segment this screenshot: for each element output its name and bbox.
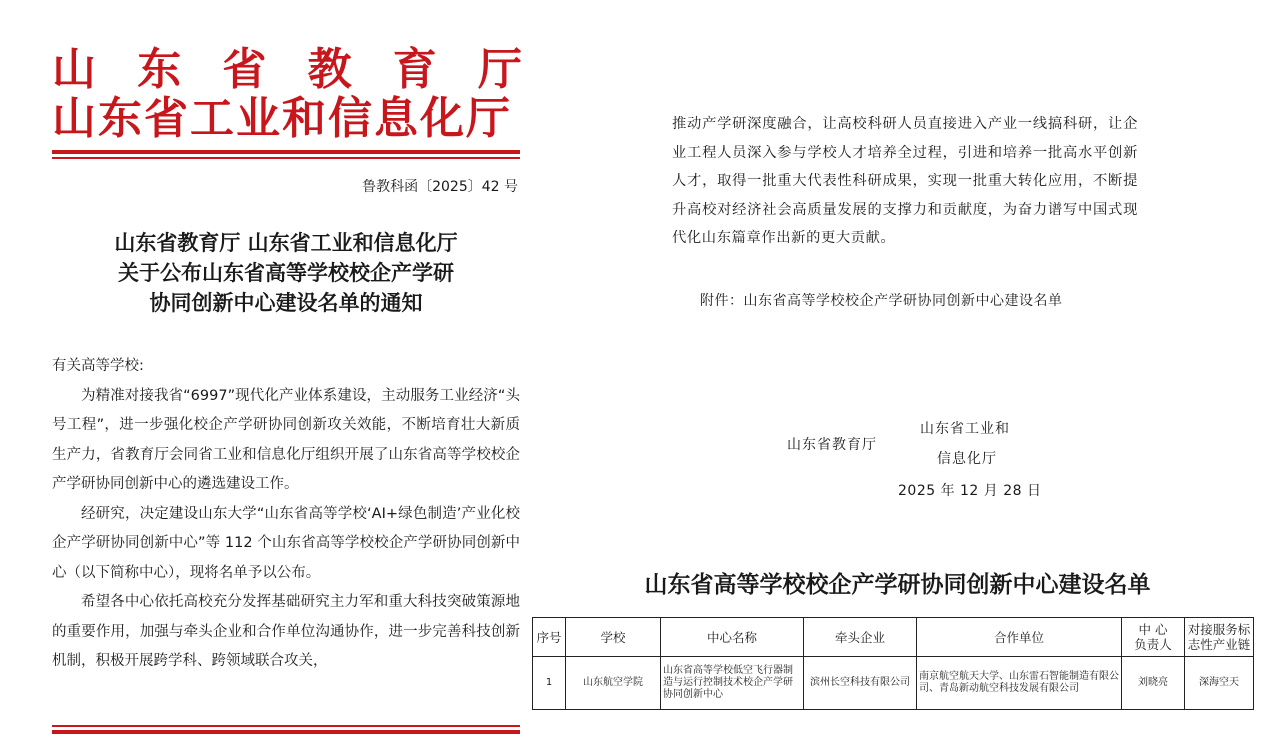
table-row — [533, 657, 1254, 710]
cell-center-name: 山东省高等学校低空飞行器制造与运行控制技术校企产学研协同创新中心 — [661, 657, 804, 710]
table-header-row — [533, 618, 1254, 657]
document-number: 鲁教科函〔2025〕42 号 — [362, 179, 518, 195]
center-list-table — [532, 617, 1254, 710]
header-char: 育 — [392, 44, 437, 95]
header-char: 省 — [222, 44, 267, 95]
notice-title-line2: 关于公布山东省高等学校校企产学研 — [118, 260, 454, 285]
footer-divider-thick — [52, 730, 520, 734]
col-header-owner — [1122, 618, 1185, 657]
chain-header-line1: 对接服务标 — [1187, 622, 1251, 637]
body-paragraph: 希望各中心依托高校充分发挥基础研究主力军和重大科技突破策源地的重要作用，加强与牵头企业和合作单位沟通协作，进一步完善科技创新机制，积极开展跨学科、跨领域联合攻关， — [52, 594, 520, 669]
signature-date: 2025 年 12 月 28 日 — [898, 483, 1042, 499]
header-divider-thick — [52, 150, 520, 154]
header-divider-thin — [52, 157, 520, 159]
cell-lead-company: 滨州长空科技有限公司 — [804, 657, 917, 710]
issuer-header-line2: 山东省工业和信息化厅 — [52, 93, 512, 144]
header-char: 教 — [307, 44, 352, 95]
cell-school: 山东航空学院 — [566, 657, 661, 710]
body-paragraph: 经研究，决定建设山东大学“山东省高等学校‘AI+绿色制造’产业化校企产学研协同创新中心”等 112 个山东省高等学校校企产学研协同创新中心（以下简称中心），现将名单予以公布。 — [52, 505, 520, 581]
signature-org2-line1: 山东省工业和 — [920, 421, 1010, 437]
body-continuation: 推动产学研深度融合，让高校科研人员直接进入产业一线搞科研，让企业工程人员深入参与学校人才培养全过程，引进和培养一批高水平创新人才，取得一批重大代表性科研成果，实现一批重大转化应用，不断提升高校对经济社会高质量发展的支撑力和贡献度，为奋力谱写中国式现代化山东篇章作出新的更大贡献。 — [672, 116, 1138, 247]
body-paragraph: 为精准对接我省“6997”现代化产业体系建设，主动服务工业经济“头号工程”，进一步强化校企产学研协同创新攻关效能，不断培育壮大新质生产力，省教育厅会同省工业和信息化厅组织开展了山东省高等学校校企产学研协同创新中心的遴选建设工作。 — [52, 387, 520, 492]
col-header-lead-company: 牵头企业 — [804, 618, 917, 657]
header-char: 厅 — [477, 44, 522, 95]
footer-divider-thin — [52, 725, 520, 727]
cell-owner: 刘晓亮 — [1122, 657, 1185, 710]
signature-org1: 山东省教育厅 — [787, 437, 877, 453]
col-header-school: 学校 — [566, 618, 661, 657]
cell-partners: 南京航空航天大学、山东雷石智能制造有限公司、青岛新动航空科技发展有限公司 — [917, 657, 1122, 710]
owner-header-line1: 中 心 — [1138, 622, 1168, 637]
list-title: 山东省高等学校校企产学研协同创新中心建设名单 — [644, 571, 1151, 598]
col-header-center: 中心名称 — [661, 618, 804, 657]
col-header-no: 序号 — [533, 618, 566, 657]
salutation: 有关高等学校: — [52, 358, 144, 374]
signature-org2-line2: 信息化厅 — [937, 451, 997, 467]
notice-title-line1: 山东省教育厅 山东省工业和信息化厅 — [114, 230, 458, 255]
chain-header-line2: 志性产业链 — [1187, 637, 1251, 652]
attachment-note: 附件：山东省高等学校校企产学研协同创新中心建设名单 — [700, 293, 1063, 309]
cell-no: 1 — [533, 657, 566, 710]
header-char: 东 — [137, 44, 182, 95]
notice-body — [52, 352, 520, 677]
cell-industry-chain: 深海空天 — [1185, 657, 1254, 710]
owner-header-line2: 负责人 — [1134, 637, 1172, 652]
header-char: 山 — [52, 44, 96, 95]
col-header-partners: 合作单位 — [917, 618, 1122, 657]
col-header-industry-chain — [1185, 618, 1254, 657]
notice-title-line3: 协同创新中心建设名单的通知 — [149, 290, 423, 315]
issuer-header-line1 — [52, 44, 522, 96]
